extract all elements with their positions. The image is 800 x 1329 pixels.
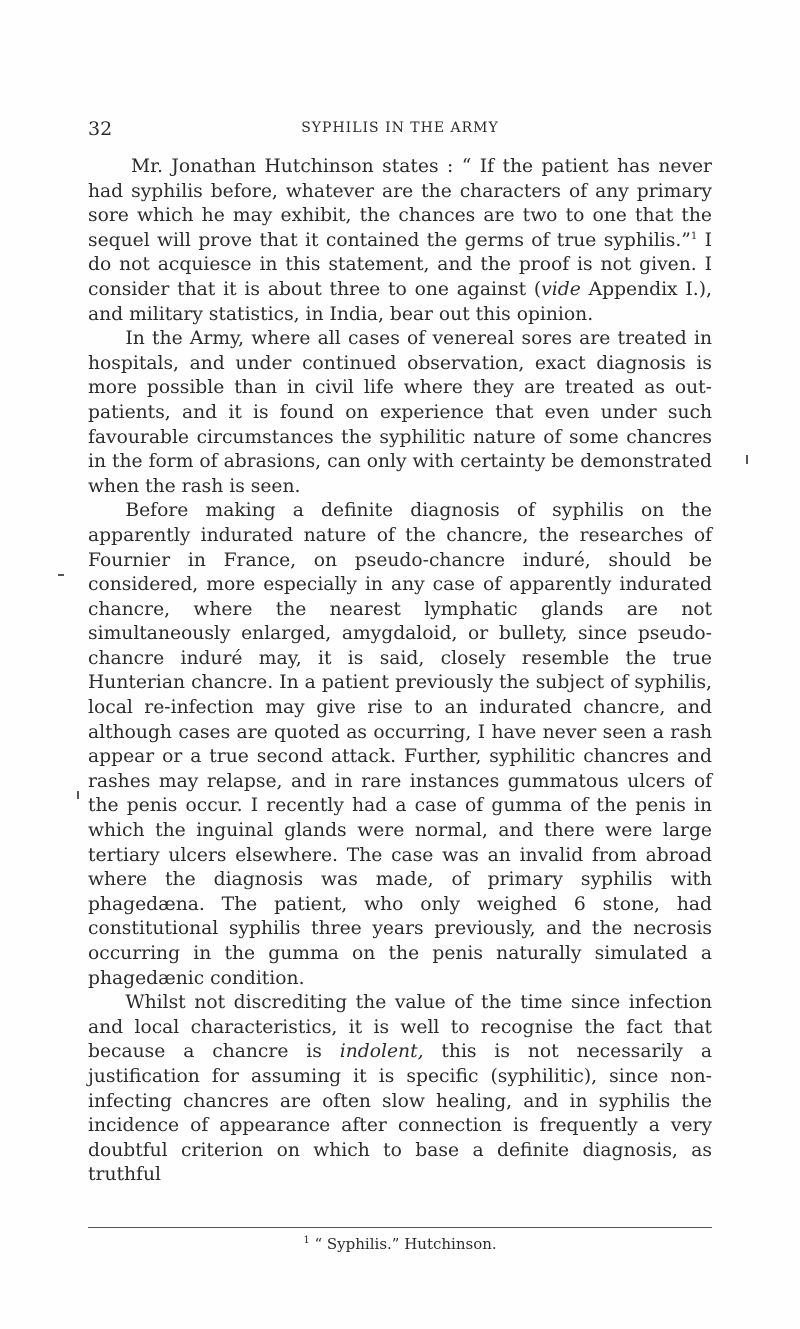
page-number: 32 xyxy=(88,118,113,140)
vide-italic: vide xyxy=(541,278,581,300)
body-text xyxy=(88,155,712,1188)
footnote-divider xyxy=(88,1227,712,1228)
paragraph-text: I do not acquiesce in this statement, and the proof is not given. I consider that it is about three to one against ( xyxy=(88,229,712,300)
quote-text: Mr. Jonathan Hutchinson states : “ If the patient has never had syphilis before, whatever are the characters of any primary sore which he may exhibit, the chances are two to one that the sequel will prove that it contained the germs of true syphilis.” xyxy=(88,156,712,251)
paragraph-text: Whilst not discrediting the value of the time since infection and local characteristics, it is well to recognise the fact that because a chancre is xyxy=(88,992,712,1063)
footnote-text: “ Syphilis.” Hutchinson. xyxy=(309,1235,497,1253)
page-header xyxy=(88,118,712,138)
indolent-italic: indolent, xyxy=(339,1041,424,1063)
paragraph-fournier-pseudo-chancre: Before making a definite diagnosis of syphilis on the apparently indurated nature of the chancre, the researches of Fournier in France, on pseudo-chancre induré, should be considered, more especially in any case of apparently indurated chancre, where the nearest lymphatic glands are not simultaneously enlarged, amygdaloid, or bullety, since pseudo-chancre induré may, it is said, closely resemble the true Hunterian chancre. In a patient previously the subject of syphilis, local re-infection may give rise to an indurated chancre, and although cases are quoted as occurring, I have never seen a rash appear or a true second attack. Further, syphilitic chancres and rashes may relapse, and in rare instances gummatous ulcers of the penis occur. I recently had a case of gumma of the penis in which the inguinal glands were normal, and there were large tertiary ulcers elsewhere. The case was an invalid from abroad where the diagnosis was made, of primary syphilis with phagedæna. The patient, who only weighed 6 stone, had constitutional syphilis three years previously, and the necrosis occurring in the gumma on the penis naturally simulated a phagedænic condition. xyxy=(88,500,712,989)
paragraph-army-diagnosis: In the Army, where all cases of venereal sores are treated in hospitals, and under continued observation, exact diagnosis is more possible than in civil life where they are treated as out-patients, and it is found on experience that even under such favourable circumstances the syphilitic nature of some chancres in the form of abrasions, can only with certainty be demonstrated when the rash is seen. xyxy=(88,328,712,497)
footnote-reference: 1 xyxy=(690,230,698,242)
paragraph-text: Appendix I.), and military statistics, in India, bear out this opinion. xyxy=(88,278,712,325)
running-title: SYPHILIS IN THE ARMY xyxy=(301,120,499,136)
footnote-marker: 1 xyxy=(303,1235,310,1246)
paragraph-text: this is not necessarily a justification for assuming it is specific (syphilitic), since non-infecting chancres are often slow healing, and in syphilis the incidence of appearance after connection is frequently a very doubtful criterion on which to base a definite diagnosis, as truthful xyxy=(88,1041,713,1186)
paragraph-indolent-chancre xyxy=(88,991,712,1188)
margin-mark xyxy=(58,574,64,576)
paragraph-hutchinson-quote xyxy=(88,155,712,327)
footnote xyxy=(88,1234,712,1254)
margin-mark xyxy=(77,791,79,799)
margin-mark xyxy=(746,455,748,464)
